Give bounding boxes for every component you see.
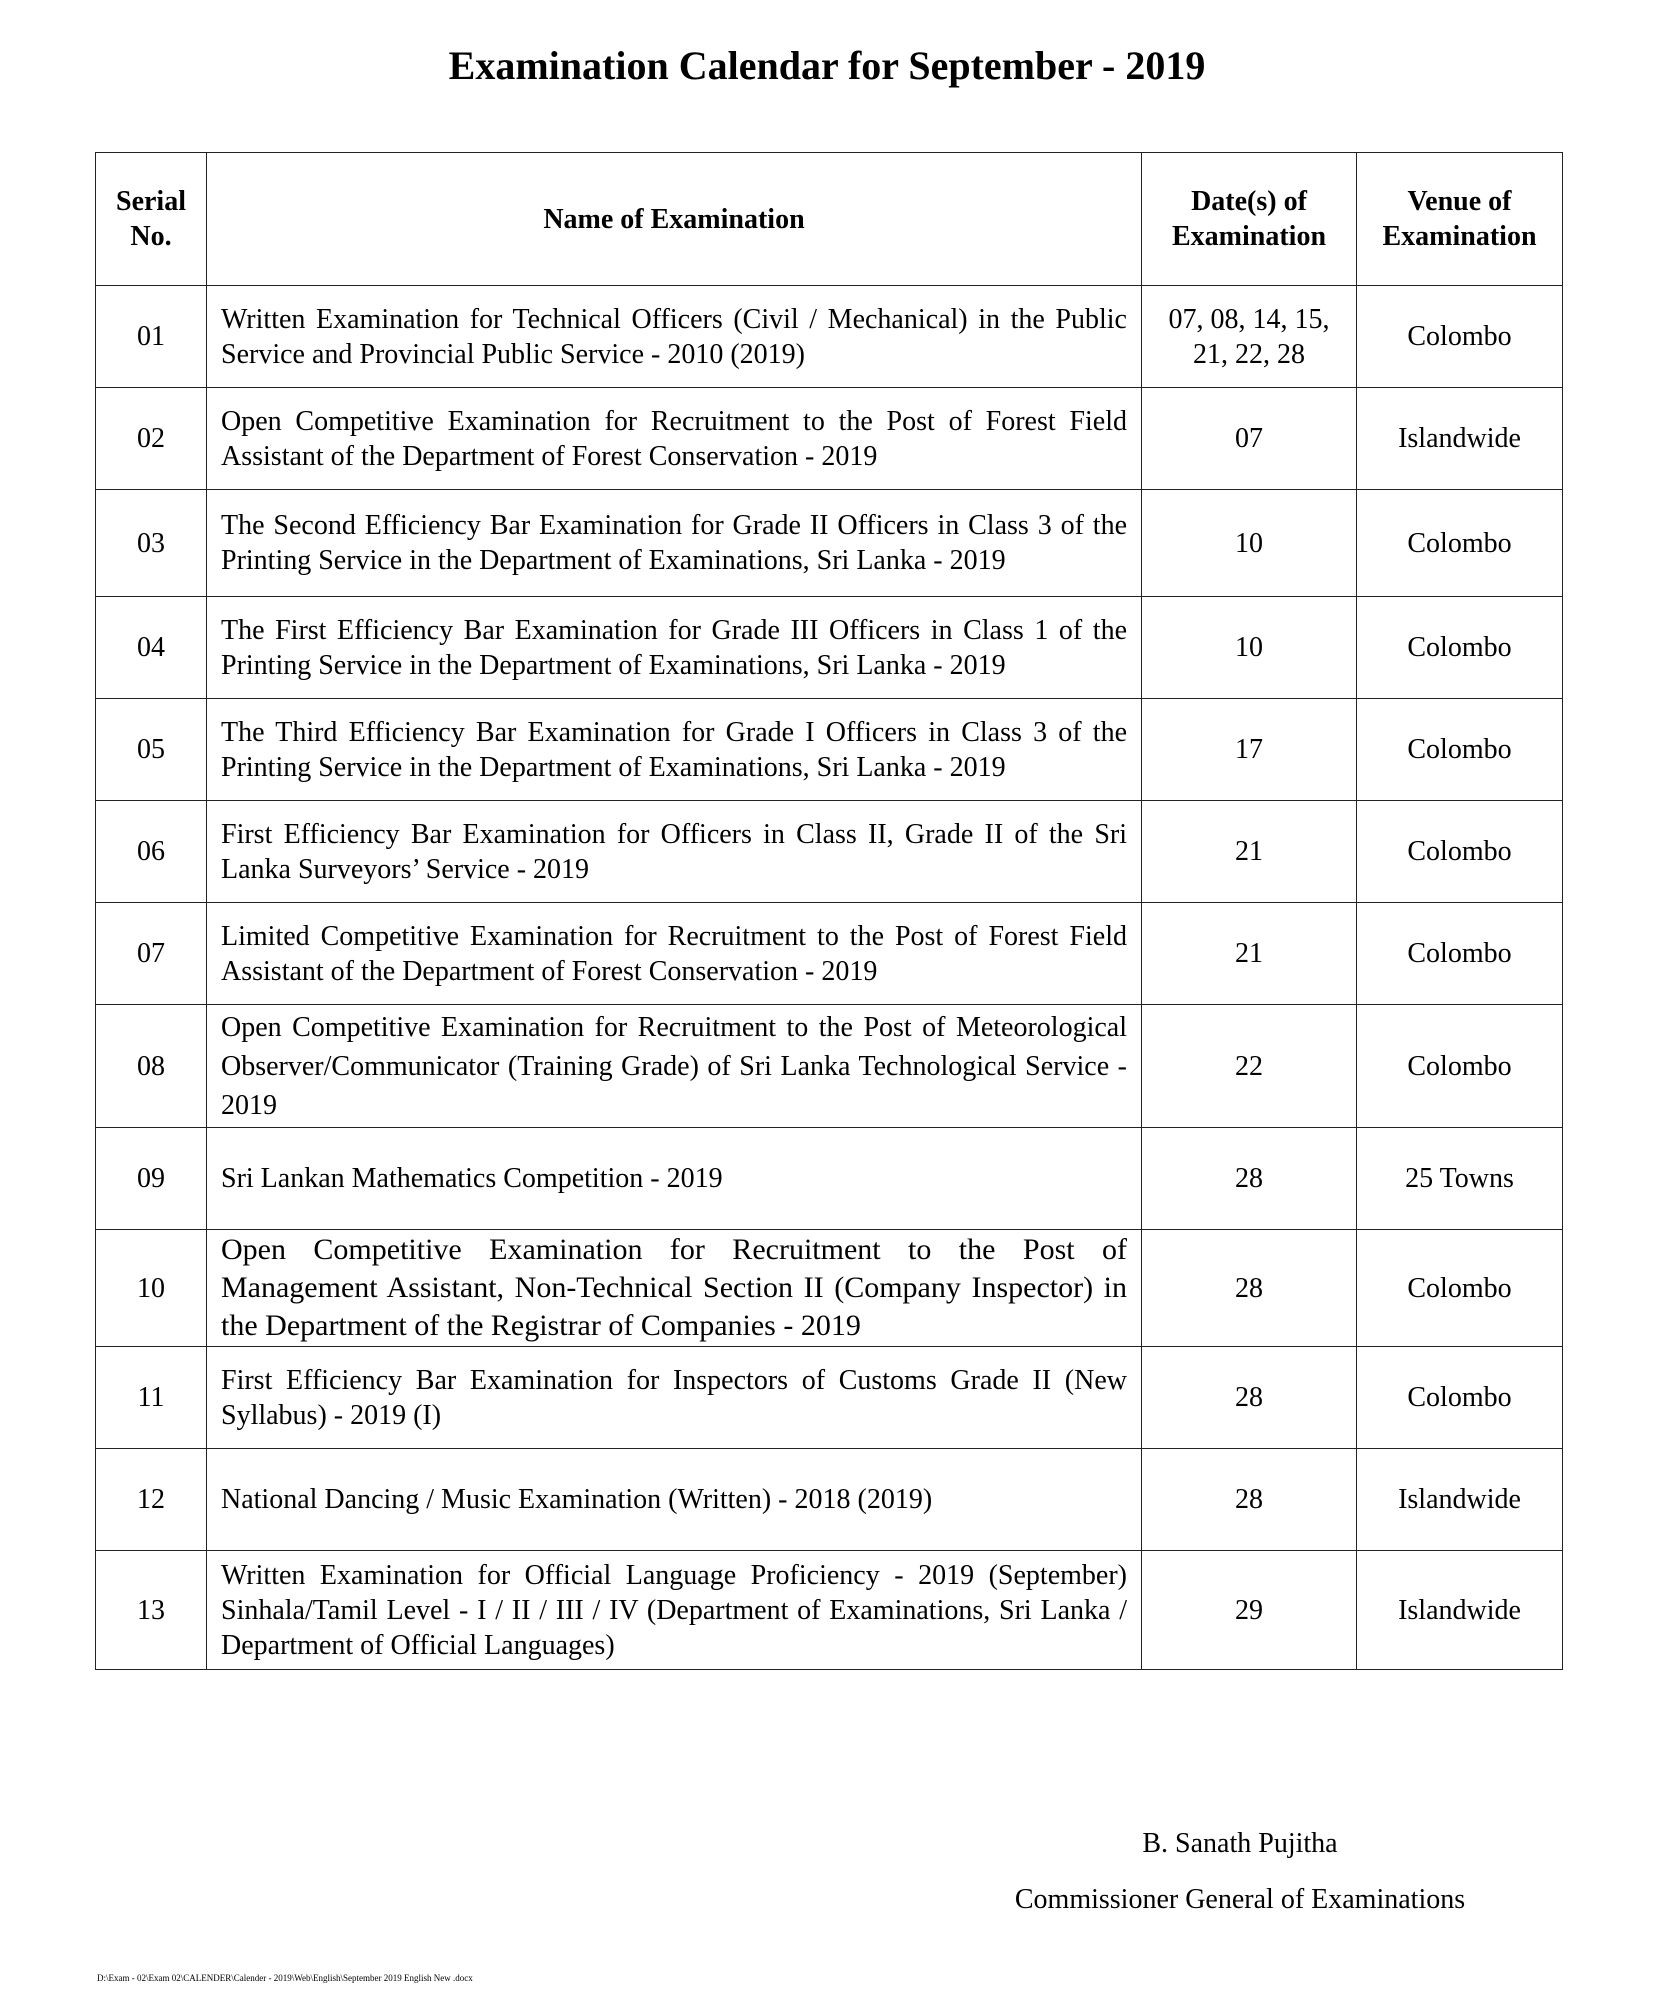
exam-name-cell: The Third Efficiency Bar Examination for Grade I Officers in Class 3 of the Printing Service in the Department of Examinations, Sri Lanka - 2019 bbox=[207, 699, 1142, 801]
exam-dates-cell: 17 bbox=[1142, 699, 1357, 801]
exam-name-cell: Open Competitive Examination for Recruitment to the Post of Management Assistant, Non-Technical Section II (Company Inspector) in the Department of the Registrar of Companies - 2019 bbox=[207, 1230, 1142, 1347]
serial-cell: 11 bbox=[96, 1347, 207, 1449]
exam-venue-cell: Colombo bbox=[1357, 903, 1563, 1005]
serial-cell: 10 bbox=[96, 1230, 207, 1347]
exam-venue-cell: Colombo bbox=[1357, 1347, 1563, 1449]
table-row bbox=[96, 903, 1563, 1005]
exam-venue-cell: Colombo bbox=[1357, 1005, 1563, 1128]
table-row bbox=[96, 1128, 1563, 1230]
exam-dates-cell: 28 bbox=[1142, 1128, 1357, 1230]
exam-venue-cell: Islandwide bbox=[1357, 1449, 1563, 1551]
header-venue-of-examination: Venue of Examination bbox=[1357, 153, 1563, 286]
page-title: Examination Calendar for September - 2019 bbox=[448, 43, 1206, 88]
serial-cell: 09 bbox=[96, 1128, 207, 1230]
exam-name-cell: Open Competitive Examination for Recruitment to the Post of Meteorological Observer/Communicator (Training Grade) of Sri Lanka Technological Service - 2019 bbox=[207, 1005, 1142, 1128]
exam-name-cell: Written Examination for Technical Officers (Civil / Mechanical) in the Public Service and Provincial Public Service - 2010 (2019) bbox=[207, 286, 1142, 388]
table-row bbox=[96, 801, 1563, 903]
table-row bbox=[96, 1449, 1563, 1551]
table-row bbox=[96, 490, 1563, 597]
exam-dates-cell: 29 bbox=[1142, 1551, 1357, 1670]
exam-dates-cell: 22 bbox=[1142, 1005, 1357, 1128]
footer-file-path: D:\Exam - 02\Exam 02\CALENDER\Calender - 2019\Web\English\September 2019 English New .docx bbox=[97, 1973, 473, 1983]
serial-cell: 07 bbox=[96, 903, 207, 1005]
exam-name-cell: Open Competitive Examination for Recruitment to the Post of Forest Field Assistant of the Department of Forest Conservation - 2019 bbox=[207, 388, 1142, 490]
exam-venue-cell: Colombo bbox=[1357, 699, 1563, 801]
exam-dates-cell: 07, 08, 14, 15, 21, 22, 28 bbox=[1142, 286, 1357, 388]
serial-cell: 01 bbox=[96, 286, 207, 388]
signatory-name: B. Sanath Pujitha bbox=[1142, 1828, 1338, 1859]
exam-name-cell: First Efficiency Bar Examination for Officers in Class II, Grade II of the Sri Lanka Surveyors’ Service - 2019 bbox=[207, 801, 1142, 903]
serial-cell: 13 bbox=[96, 1551, 207, 1670]
exam-dates-cell: 10 bbox=[1142, 490, 1357, 597]
exam-dates-cell: 28 bbox=[1142, 1449, 1357, 1551]
exam-venue-cell: Colombo bbox=[1357, 597, 1563, 699]
exam-name-cell: National Dancing / Music Examination (Written) - 2018 (2019) bbox=[207, 1449, 1142, 1551]
exam-dates-cell: 21 bbox=[1142, 903, 1357, 1005]
table-row bbox=[96, 1551, 1563, 1670]
exam-dates-cell: 28 bbox=[1142, 1230, 1357, 1347]
serial-cell: 12 bbox=[96, 1449, 207, 1551]
exam-name-cell: First Efficiency Bar Examination for Inspectors of Customs Grade II (New Syllabus) - 2019 (I) bbox=[207, 1347, 1142, 1449]
exam-venue-cell: Islandwide bbox=[1357, 1551, 1563, 1670]
exam-name-cell: Written Examination for Official Language Proficiency - 2019 (September) Sinhala/Tamil Level - I / II / III / IV (Department of Examinations, Sri Lanka / Department of Official Languages) bbox=[207, 1551, 1142, 1670]
table-row bbox=[96, 699, 1563, 801]
serial-cell: 02 bbox=[96, 388, 207, 490]
header-dates-of-examination: Date(s) of Examination bbox=[1142, 153, 1357, 286]
header-serial-no: Serial No. bbox=[96, 153, 207, 286]
exam-venue-cell: Colombo bbox=[1357, 286, 1563, 388]
table-row bbox=[96, 1230, 1563, 1347]
exam-name-cell: The First Efficiency Bar Examination for Grade III Officers in Class 1 of the Printing Service in the Department of Examinations, Sri Lanka - 2019 bbox=[207, 597, 1142, 699]
exam-name-cell: Limited Competitive Examination for Recruitment to the Post of Forest Field Assistant of the Department of Forest Conservation - 2019 bbox=[207, 903, 1142, 1005]
exam-name-cell: Sri Lankan Mathematics Competition - 2019 bbox=[207, 1128, 1142, 1230]
table-row bbox=[96, 286, 1563, 388]
exam-venue-cell: Colombo bbox=[1357, 801, 1563, 903]
table-row bbox=[96, 1347, 1563, 1449]
serial-cell: 05 bbox=[96, 699, 207, 801]
serial-cell: 08 bbox=[96, 1005, 207, 1128]
table-row bbox=[96, 597, 1563, 699]
serial-cell: 03 bbox=[96, 490, 207, 597]
exam-dates-cell: 10 bbox=[1142, 597, 1357, 699]
exam-dates-cell: 21 bbox=[1142, 801, 1357, 903]
table-row bbox=[96, 388, 1563, 490]
exam-venue-cell: Colombo bbox=[1357, 1230, 1563, 1347]
serial-cell: 06 bbox=[96, 801, 207, 903]
exam-dates-cell: 07 bbox=[1142, 388, 1357, 490]
exam-name-cell: The Second Efficiency Bar Examination for Grade II Officers in Class 3 of the Printing Service in the Department of Examinations, Sri Lanka - 2019 bbox=[207, 490, 1142, 597]
exam-venue-cell: Islandwide bbox=[1357, 388, 1563, 490]
signatory-title: Commissioner General of Examinations bbox=[1014, 1884, 1466, 1915]
examination-table bbox=[95, 152, 1563, 1670]
exam-venue-cell: Colombo bbox=[1357, 490, 1563, 597]
exam-dates-cell: 28 bbox=[1142, 1347, 1357, 1449]
exam-venue-cell: 25 Towns bbox=[1357, 1128, 1563, 1230]
serial-cell: 04 bbox=[96, 597, 207, 699]
table-header-row bbox=[96, 153, 1563, 286]
table-row bbox=[96, 1005, 1563, 1128]
header-name-of-examination: Name of Examination bbox=[207, 153, 1142, 286]
